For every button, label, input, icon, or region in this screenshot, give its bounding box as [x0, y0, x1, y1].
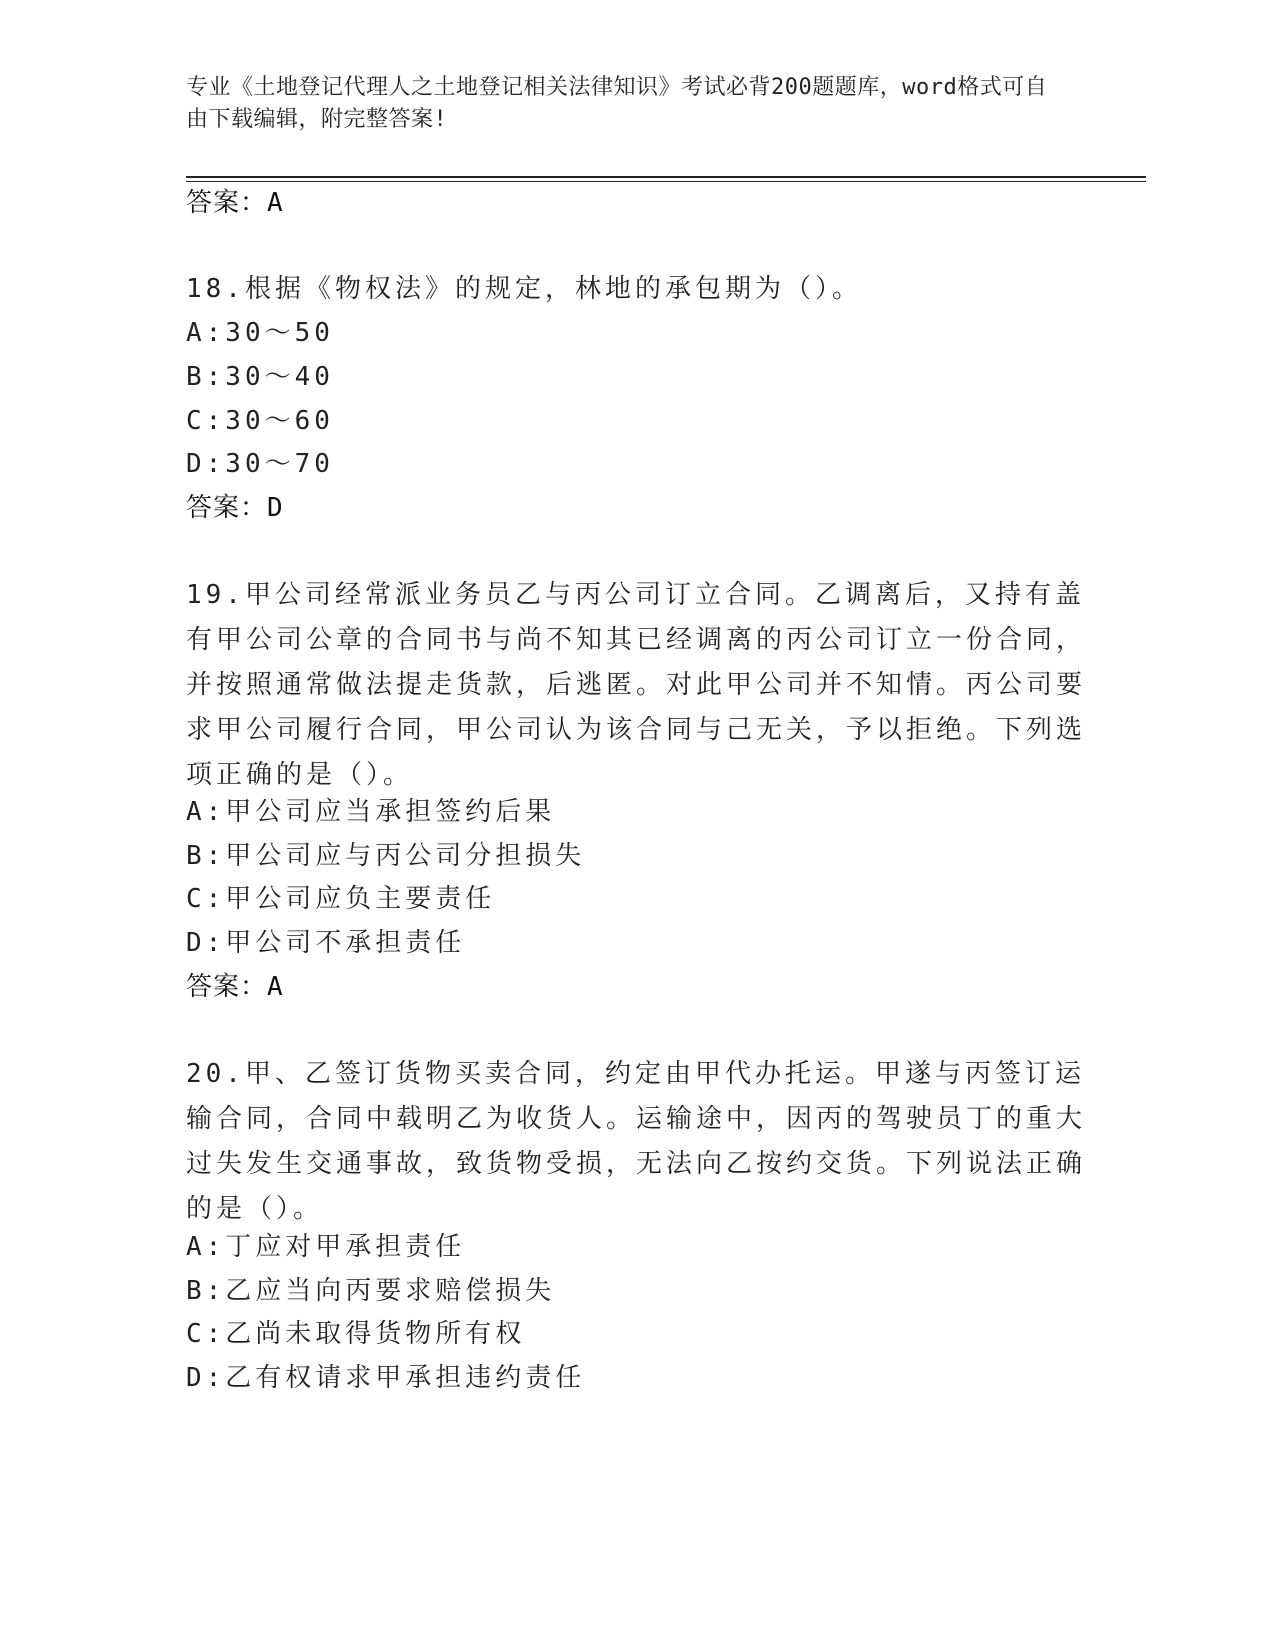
- option-c: C:甲公司应负主要责任: [186, 884, 496, 914]
- option-b: B:甲公司应与丙公司分担损失: [186, 841, 586, 871]
- answer-label: 答案：D: [186, 493, 284, 523]
- option-b: B:乙应当向丙要求赔偿损失: [186, 1276, 556, 1306]
- option-a: A:甲公司应当承担签约后果: [186, 797, 556, 827]
- header-divider: [186, 176, 1146, 178]
- question-stem: 20.甲、乙签订货物买卖合同，约定由甲代办托运。甲遂与丙签订运输合同，合同中载明乙为收货人。运输途中，因丙的驾驶员丁的重大过失发生交通事故，致货物受损，无法向乙按约交货。下列说法正确的是（）。: [186, 1059, 1087, 1224]
- option-d: D:30～70: [186, 449, 334, 479]
- option-d: D:甲公司不承担责任: [186, 928, 466, 958]
- option-a: A:30～50: [186, 318, 334, 348]
- header-divider-thin: [186, 181, 1146, 182]
- option-c: C:30～60: [186, 406, 334, 436]
- question-stem: 18.根据《物权法》的规定，林地的承包期为（）。: [186, 274, 862, 304]
- answer-label: 答案：A: [186, 188, 284, 218]
- option-a: A:丁应对甲承担责任: [186, 1232, 466, 1262]
- document-header: 专业《土地登记代理人之土地登记相关法律知识》考试必背200题题库，word格式可自由下载编辑，附完整答案!: [186, 75, 1048, 132]
- option-c: C:乙尚未取得货物所有权: [186, 1319, 526, 1349]
- answer-label: 答案：A: [186, 972, 284, 1002]
- option-d: D:乙有权请求甲承担违约责任: [186, 1363, 586, 1393]
- question-stem: 19.甲公司经常派业务员乙与丙公司订立合同。乙调离后，又持有盖有甲公司公章的合同书与尚不知其已经调离的丙公司订立一份合同，并按照通常做法提走货款，后逃匿。对此甲公司并不知情。丙公司要求甲公司履行合同，甲公司认为该合同与己无关，予以拒绝。下列选项正确的是（）。: [186, 580, 1087, 790]
- option-b: B:30～40: [186, 362, 334, 392]
